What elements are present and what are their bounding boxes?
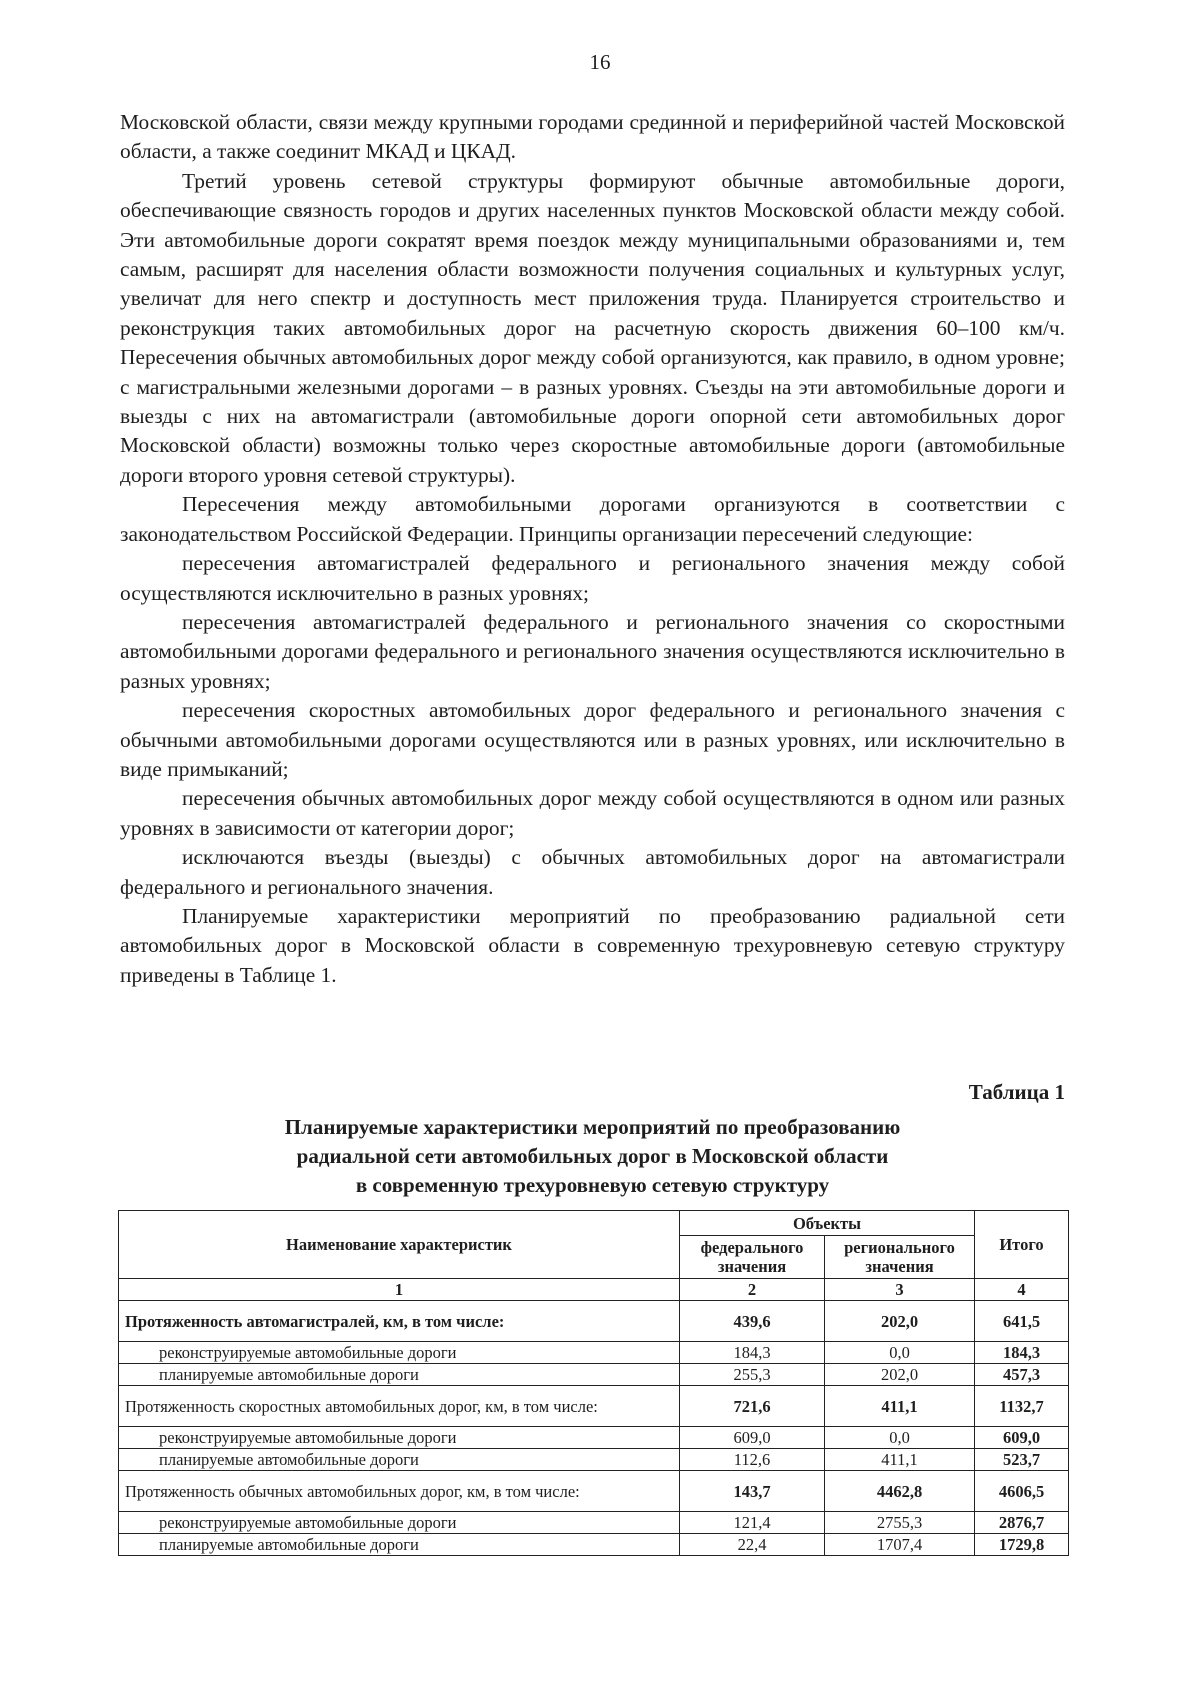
table-row	[119, 1342, 1069, 1364]
table-row	[119, 1471, 1069, 1512]
row-name: Протяженность автомагистралей, км, в том числе:	[119, 1301, 680, 1342]
row-regional: 411,1	[825, 1386, 975, 1427]
row-regional: 1707,4	[825, 1534, 975, 1556]
row-name: реконструируемые автомобильные дороги	[119, 1342, 680, 1364]
row-federal: 112,6	[680, 1449, 825, 1471]
row-name: Протяженность скоростных автомобильных дорог, км, в том числе:	[119, 1386, 680, 1427]
row-total: 4606,5	[975, 1471, 1069, 1512]
row-federal: 255,3	[680, 1364, 825, 1386]
column-number: 3	[825, 1279, 975, 1301]
paragraph: Московской области, связи между крупными городами срединной и периферийной частей Московской области, а также соединит МКАД и ЦКАД.	[120, 110, 1065, 164]
header-federal: федерального значения	[680, 1236, 825, 1279]
row-name: реконструируемые автомобильные дороги	[119, 1427, 680, 1449]
row-total: 457,3	[975, 1364, 1069, 1386]
table-row	[119, 1534, 1069, 1556]
row-name: Протяженность обычных автомобильных дорог, км, в том числе:	[119, 1471, 680, 1512]
row-total: 523,7	[975, 1449, 1069, 1471]
paragraph: пересечения скоростных автомобильных дорог федерального и регионального значения с обычными автомобильными дорогами осуществляются или в разных уровнях, или исключительно в виде примыканий;	[120, 698, 1065, 781]
table-row	[119, 1301, 1069, 1342]
row-federal: 121,4	[680, 1512, 825, 1534]
table-row	[119, 1427, 1069, 1449]
paragraph: Планируемые характеристики мероприятий по преобразованию радиальной сети автомобильных дорог в Московской области в современную трехуровневую сетевую структуру приведены в Таблице 1.	[120, 903, 1065, 987]
table-title	[120, 1113, 1065, 1200]
row-name: планируемые автомобильные дороги	[119, 1449, 680, 1471]
header-regional: регионального значения	[825, 1236, 975, 1279]
column-number: 2	[680, 1279, 825, 1301]
row-total: 609,0	[975, 1427, 1069, 1449]
row-total: 1729,8	[975, 1534, 1069, 1556]
row-total: 184,3	[975, 1342, 1069, 1364]
row-total: 2876,7	[975, 1512, 1069, 1534]
body-text	[120, 108, 1065, 990]
row-federal: 609,0	[680, 1427, 825, 1449]
row-regional: 4462,8	[825, 1471, 975, 1512]
row-name: планируемые автомобильные дороги	[119, 1364, 680, 1386]
column-number: 1	[119, 1279, 680, 1301]
header-total: Итого	[975, 1211, 1069, 1279]
header-name: Наименование характеристик	[119, 1211, 680, 1279]
table-row	[119, 1364, 1069, 1386]
paragraph: Третий уровень сетевой структуры формируют обычные автомобильные дороги, обеспечивающие связность городов и других населенных пунктов Московской области между собой. Эти автомобильные дороги сократят время поездок между муниципальными образованиями и, тем самым, расширят для населения области возможности получения социальных и культурных услуг, увеличат для него спектр и доступность мест приложения труда. Планируется строительство и реконструкция таких автомобильных дорог на расчетную скорость движения 60–100 км/ч. Пересечения обычных автомобильных дорог между собой организуются, как правило, в одном уровне; с магистральными железными дорогами – в разных уровнях. Съезды на эти автомобильные дороги и выезды с них на автомагистрали (автомобильные дороги опорной сети автомобильных дорог Московской области) возможны только через скоростные автомобильные дороги (автомобильные дороги второго уровня сетевой структуры).	[120, 168, 1065, 487]
row-regional: 0,0	[825, 1342, 975, 1364]
row-regional: 202,0	[825, 1364, 975, 1386]
row-total: 1132,7	[975, 1386, 1069, 1427]
table-row	[119, 1449, 1069, 1471]
column-number: 4	[975, 1279, 1069, 1301]
row-federal: 721,6	[680, 1386, 825, 1427]
table-label: Таблица 1	[968, 1080, 1065, 1104]
row-regional: 2755,3	[825, 1512, 975, 1534]
paragraph: исключаются въезды (выезды) с обычных автомобильных дорог на автомагистрали федерального и регионального значения.	[120, 845, 1065, 899]
paragraph: Пересечения между автомобильными дорогами организуются в соответствии с законодательством Российской Федерации. Принципы организации пересечений следующие:	[120, 492, 1065, 546]
table-title-line: в современную трехуровневую сетевую структуру	[355, 1173, 830, 1197]
page-number: 16	[589, 50, 611, 74]
row-total: 641,5	[975, 1301, 1069, 1342]
table-row	[119, 1512, 1069, 1534]
paragraph: пересечения автомагистралей федерального и регионального значения со скоростными автомобильными дорогами федерального и регионального значения осуществляются исключительно в разных уровнях;	[120, 609, 1065, 693]
row-regional: 0,0	[825, 1427, 975, 1449]
row-name: реконструируемые автомобильные дороги	[119, 1512, 680, 1534]
table-title-line: радиальной сети автомобильных дорог в Московской области	[296, 1144, 889, 1168]
paragraph: пересечения автомагистралей федерального и регионального значения между собой осуществляются исключительно в разных уровнях;	[120, 551, 1065, 605]
table-title-line: Планируемые характеристики мероприятий по преобразованию	[284, 1115, 901, 1139]
row-federal: 143,7	[680, 1471, 825, 1512]
row-federal: 22,4	[680, 1534, 825, 1556]
row-name: планируемые автомобильные дороги	[119, 1534, 680, 1556]
paragraph: пересечения обычных автомобильных дорог между собой осуществляются в одном или разных уровнях в зависимости от категории дорог;	[120, 786, 1065, 840]
row-federal: 184,3	[680, 1342, 825, 1364]
row-regional: 411,1	[825, 1449, 975, 1471]
column-number-row	[119, 1279, 1069, 1301]
characteristics-table	[118, 1210, 1069, 1556]
table-header-row	[119, 1211, 1069, 1236]
row-federal: 439,6	[680, 1301, 825, 1342]
header-objects: Объекты	[680, 1211, 975, 1236]
table-row	[119, 1386, 1069, 1427]
row-regional: 202,0	[825, 1301, 975, 1342]
